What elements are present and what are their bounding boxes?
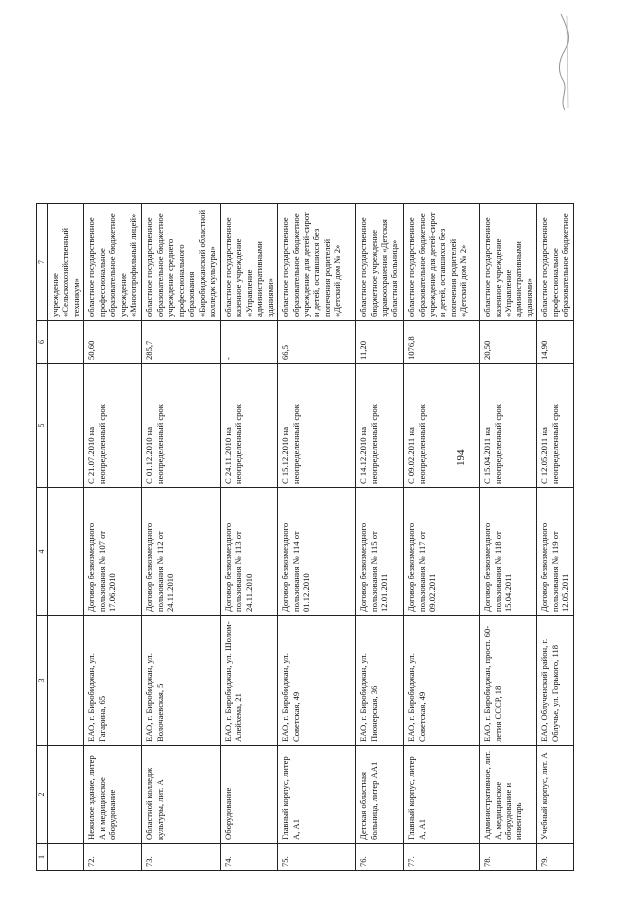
- table-row: [142, 204, 220, 871]
- object-address: ЕАО, г. Биробиджан, ул. Волочаевская, 5: [142, 616, 220, 746]
- page-number: 194: [455, 449, 467, 466]
- column-header: 4: [37, 488, 48, 616]
- contract-details: [47, 488, 83, 616]
- object-name: Главный корпус, литер А, А1: [278, 746, 356, 844]
- contract-details: Договор безвозмездного пользования № 114 от 01.12.2010: [278, 488, 356, 616]
- holder-name: учреждение «Сельскохозяйственный техникум»: [47, 204, 83, 321]
- contract-term: С 15.04.2011 на неопределенный срок: [480, 364, 537, 488]
- object-name: [47, 746, 83, 844]
- table-row: [278, 204, 356, 871]
- area-value: 285,7: [142, 321, 220, 364]
- column-header: 6: [37, 321, 48, 364]
- object-name: Нежилое здание, литер А и медицинское оборудование: [84, 746, 142, 844]
- contract-term: С 09.02.2011 на неопределенный срок: [404, 364, 480, 488]
- contract-term: С 01.12.2010 на неопределенный срок: [142, 364, 220, 488]
- area-value: 11,20: [356, 321, 404, 364]
- row-number: 75.: [278, 844, 356, 871]
- object-name: Детская областная больница, литер АА1: [356, 746, 404, 844]
- column-header: 7: [37, 204, 48, 321]
- area-value: 20,50: [480, 321, 537, 364]
- object-name: Административное, лит. А, медицинское оборудование и инвентарь: [480, 746, 537, 844]
- contract-term: С 21.07.2010 на неопределенный срок: [84, 364, 142, 488]
- holder-name: областное государственное образовательное бюджетное учреждение среднего профессионального образования «Биробиджанский областной колледж культуры»: [142, 204, 220, 321]
- column-number-row: [37, 204, 48, 871]
- holder-name: областное государственное профессиональное образовательное бюджетное: [537, 204, 573, 321]
- area-value: 14,90: [537, 321, 573, 364]
- holder-name: областное государственное казенное учреждение «Управление административными зданиями»: [480, 204, 537, 321]
- row-number: [47, 844, 83, 871]
- object-name: Учебный корпус, лит. А: [537, 746, 573, 844]
- table-row: [537, 204, 573, 871]
- table-row: [220, 204, 277, 871]
- contract-details: Договор безвозмездного пользования № 112 от 24.11.2010: [142, 488, 220, 616]
- table-row: [404, 204, 480, 871]
- table-row: [480, 204, 537, 871]
- object-name: Оборудование: [220, 746, 277, 844]
- table-row: [84, 204, 142, 871]
- holder-name: областное государственное казенное учреждение «Управление административными зданиями»: [220, 204, 277, 321]
- table-row: [356, 204, 404, 871]
- area-value: [47, 321, 83, 364]
- contract-term: С 15.12.2010 на неопределенный срок: [278, 364, 356, 488]
- contract-details: Договор безвозмездного пользования № 119 от 12.05.2011: [537, 488, 573, 616]
- column-header: 5: [37, 364, 48, 488]
- area-value: 1076,8: [404, 321, 480, 364]
- margin-stamp: [555, 12, 571, 112]
- contract-details: Договор безвозмездного пользования № 113 от 24.11.2010: [220, 488, 277, 616]
- area-value: 66,5: [278, 321, 356, 364]
- object-name: Главный корпус, литер А, А1: [404, 746, 480, 844]
- contract-details: Договор безвозмездного пользования № 117 от 09.02.2011: [404, 488, 480, 616]
- table-row: [47, 204, 83, 871]
- holder-name: областное государственное профессиональное образовательное бюджетное учреждение «Многопрофильный лицей»: [84, 204, 142, 321]
- object-address: ЕАО, г. Биробиджан, ул. Пионерская, 36: [356, 616, 404, 746]
- column-header: 2: [37, 746, 48, 844]
- row-number: 77.: [404, 844, 480, 871]
- object-address: [47, 616, 83, 746]
- property-register-table: [36, 203, 574, 871]
- object-name: Областной колледж культуры, лит. А: [142, 746, 220, 844]
- contract-term: [47, 364, 83, 488]
- object-address: ЕАО, г. Биробиджан, просп. 60-летия СССР, 18: [480, 616, 537, 746]
- contract-term: С 14.12.2010 на неопределенный срок: [356, 364, 404, 488]
- object-address: ЕАО, г. Биробиджан, ул. Гагарина, 65: [84, 616, 142, 746]
- contract-details: Договор безвозмездного пользования № 107 от 17.06.2010: [84, 488, 142, 616]
- row-number: 72.: [84, 844, 142, 871]
- row-number: 76.: [356, 844, 404, 871]
- area-value: -: [220, 321, 277, 364]
- holder-name: областное государственное образовательное бюджетное учреждение для детей-сирот и детей, оставшихся без попечения родителей «Детский дом № 2»: [404, 204, 480, 321]
- contract-details: Договор безвозмездного пользования № 115 от 12.01.2011: [356, 488, 404, 616]
- area-value: 50,60: [84, 321, 142, 364]
- contract-details: Договор безвозмездного пользования № 118 от 15.04.2011: [480, 488, 537, 616]
- column-header: 1: [37, 844, 48, 871]
- row-number: 79.: [537, 844, 573, 871]
- column-header: 3: [37, 616, 48, 746]
- object-address: ЕАО, г. Биробиджан, ул. Советская, 49: [404, 616, 480, 746]
- holder-name: областное государственное образовательное бюджетное учреждение для детей-сирот и детей, оставшихся без попечения родителей «Детский дом № 2»: [278, 204, 356, 321]
- object-address: ЕАО, г. Биробиджан, ул. Шолом-Алейхема, 21: [220, 616, 277, 746]
- object-address: ЕАО, Облученский район, г. Облучье, ул. Горького, 118: [537, 616, 573, 746]
- row-number: 74.: [220, 844, 277, 871]
- contract-term: С 24.11.2010 на неопределенный срок: [220, 364, 277, 488]
- contract-term: С 12.05.2011 на неопределенный срок: [537, 364, 573, 488]
- row-number: 78.: [480, 844, 537, 871]
- holder-name: областное государственное бюджетное учреждение здравоохранения «Детская областная больница»: [356, 204, 404, 321]
- object-address: ЕАО, г. Биробиджан, ул. Советская, 49: [278, 616, 356, 746]
- row-number: 73.: [142, 844, 220, 871]
